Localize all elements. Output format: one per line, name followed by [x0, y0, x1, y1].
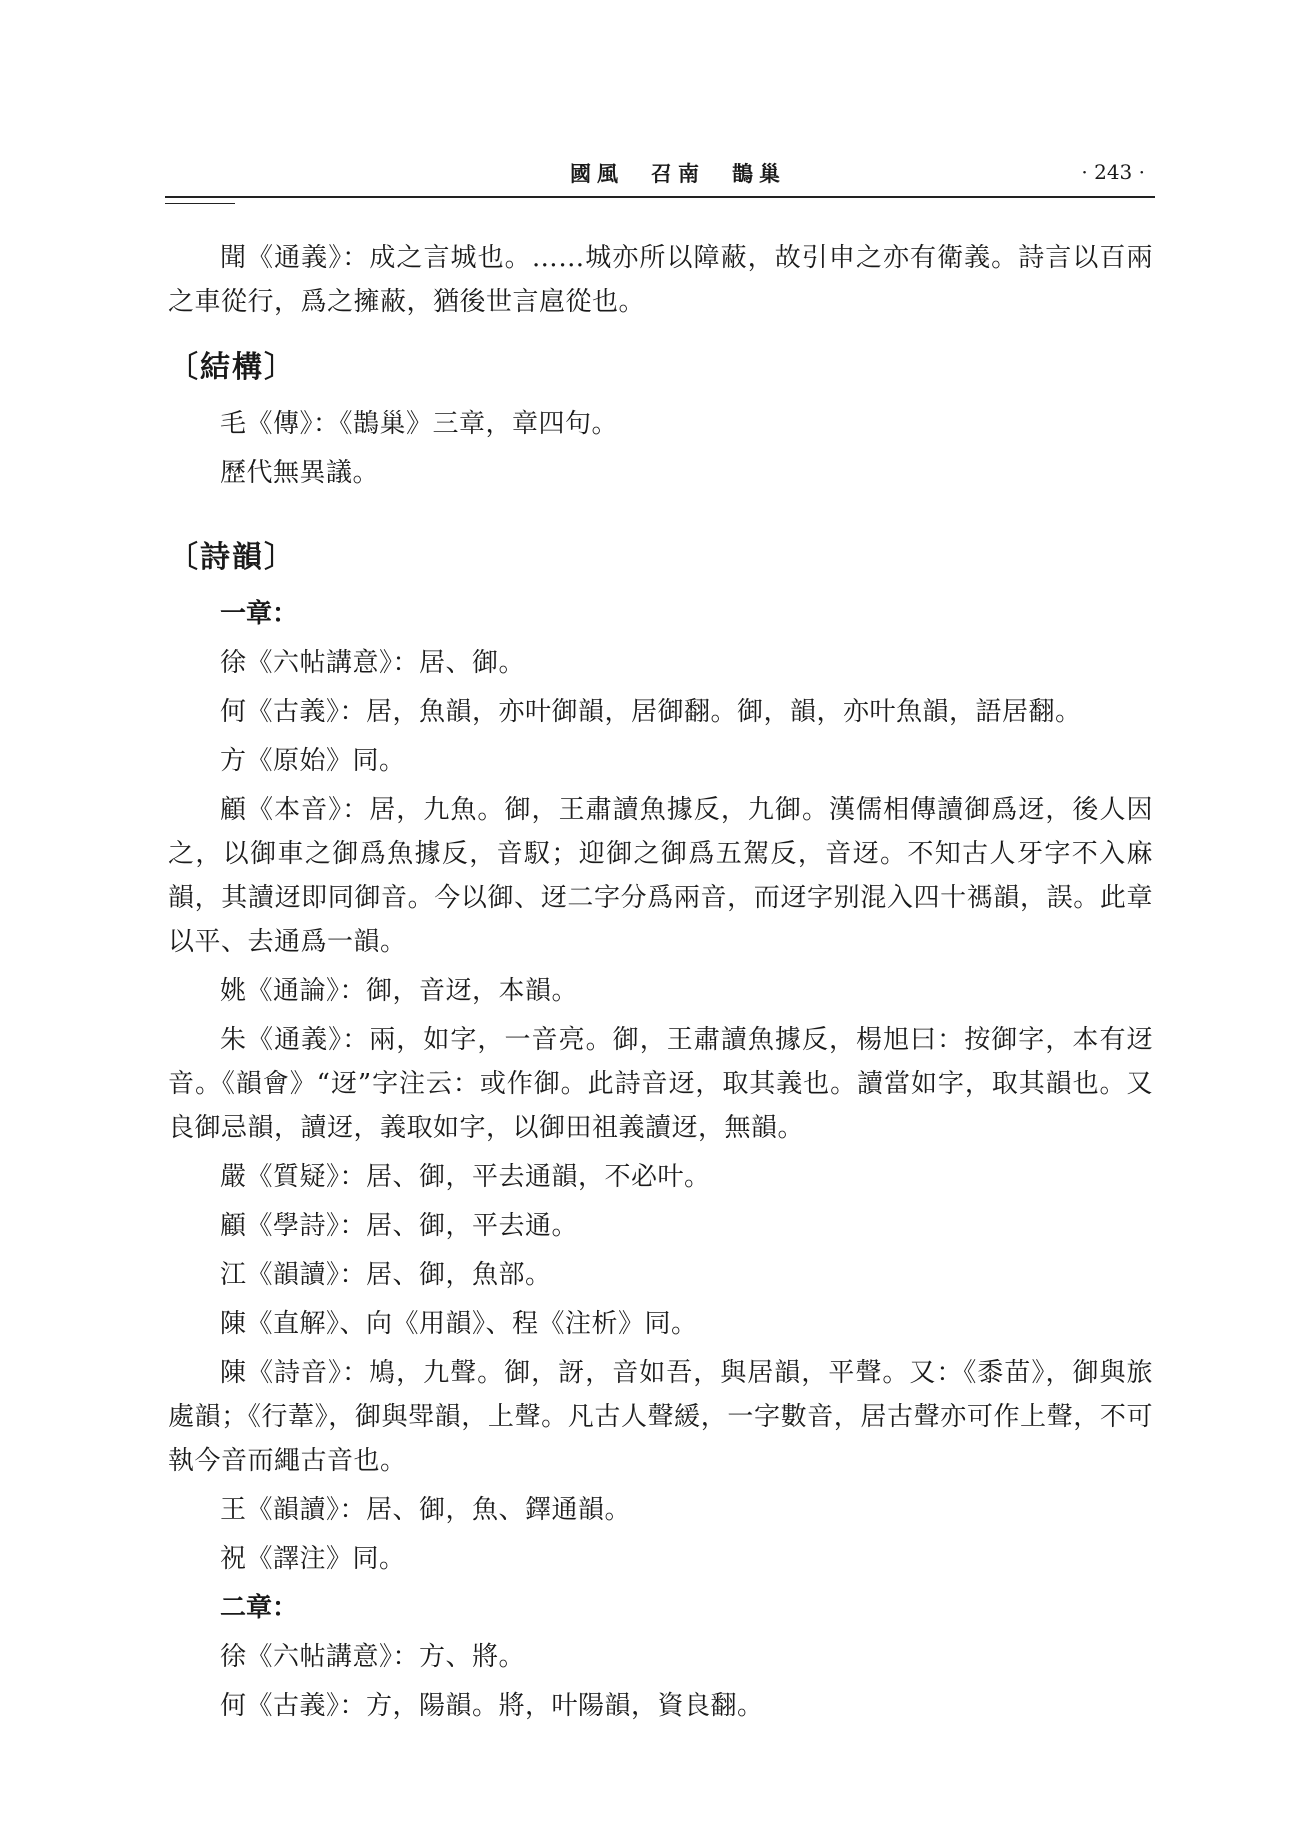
rhyme-paragraph: 徐《六帖講意》：居、御。 — [220, 648, 526, 678]
rhyme-section — [168, 536, 1153, 1733]
rhyme-paragraph: 何《古義》：方，陽韻。將，叶陽韻，資良翻。 — [220, 1691, 764, 1721]
rhyme-paragraph: 徐《六帖講意》：方、將。 — [220, 1642, 526, 1672]
running-title: 國風 召南 鵲巢 — [570, 161, 786, 186]
rhyme-paragraph: 嚴《質疑》：居、御，平去通韻，不必叶。 — [220, 1162, 711, 1192]
rhyme-paragraph: 顧《本音》：居，九魚。御，王肅讀魚據反，九御。漢儒相傳讀御爲迓，後人因之，以御車之御爲魚據反，音馭；迎御之御爲五駕反，音迓。不知古人牙字不入麻韻，其讀迓即同御音。今以御、迓二字分爲兩音，而迓字别混入四十禡韻，誤。此章以平、去通爲一韻。 — [168, 795, 1153, 957]
running-header — [165, 158, 1155, 190]
rhyme-paragraph: 陳《詩音》：鳩，九聲。御，訝，音如吾，與居韻，平聲。又：《黍苗》，御與旅處韻；《行葦》，御與斝韻，上聲。凡古人聲緩，一字數音，居古聲亦可作上聲，不可執今音而繩古音也。 — [168, 1358, 1153, 1476]
chapter-label: 一章： — [220, 599, 299, 629]
structure-paragraph: 毛《傳》：《鵲巢》三章，章四句。 — [220, 409, 619, 439]
structure-paragraph: 歷代無異議。 — [220, 458, 380, 488]
structure-heading: 〔結構〕 — [168, 350, 296, 385]
header-rule-thin — [165, 203, 235, 204]
rhyme-paragraph: 祝《譯注》同。 — [220, 1544, 406, 1574]
structure-section — [168, 346, 1153, 500]
intro-paragraph: 聞《通義》：成之言城也。……城亦所以障蔽，故引申之亦有衛義。詩言以百兩之車從行，爲之擁蔽，猶後世言扈從也。 — [168, 243, 1153, 317]
rhyme-paragraph: 何《古義》：居，魚韻，亦叶御韻，居御翻。御，韻，亦叶魚韻，語居翻。 — [220, 697, 1082, 727]
rhyme-paragraph: 王《韻讀》：居、御，魚、鐸通韻。 — [220, 1495, 632, 1525]
rhyme-paragraph: 姚《通論》：御，音迓，本韻。 — [220, 976, 579, 1006]
rhyme-paragraph: 朱《通義》：兩，如字，一音亮。御，王肅讀魚據反，楊旭曰：按御字，本有迓音。《韻會》“迓”字注云：或作御。此詩音迓，取其義也。讀當如字，取其韻也。又良御忌韻，讀迓，義取如字，以御田祖義讀迓，無韻。 — [168, 1025, 1153, 1143]
intro-block — [168, 236, 1153, 329]
rhyme-paragraph: 江《韻讀》：居、御，魚部。 — [220, 1260, 552, 1290]
rhyme-paragraph: 顧《學詩》：居、御，平去通。 — [220, 1211, 579, 1241]
rhyme-heading: 〔詩韻〕 — [168, 540, 296, 575]
header-rule — [165, 196, 1155, 198]
page-number: · 243 · — [1081, 160, 1145, 184]
rhyme-paragraph: 方《原始》同。 — [220, 746, 406, 776]
chapter-label: 二章： — [220, 1593, 299, 1623]
rhyme-paragraph: 陳《直解》、向《用韻》、程《注析》同。 — [220, 1309, 698, 1339]
